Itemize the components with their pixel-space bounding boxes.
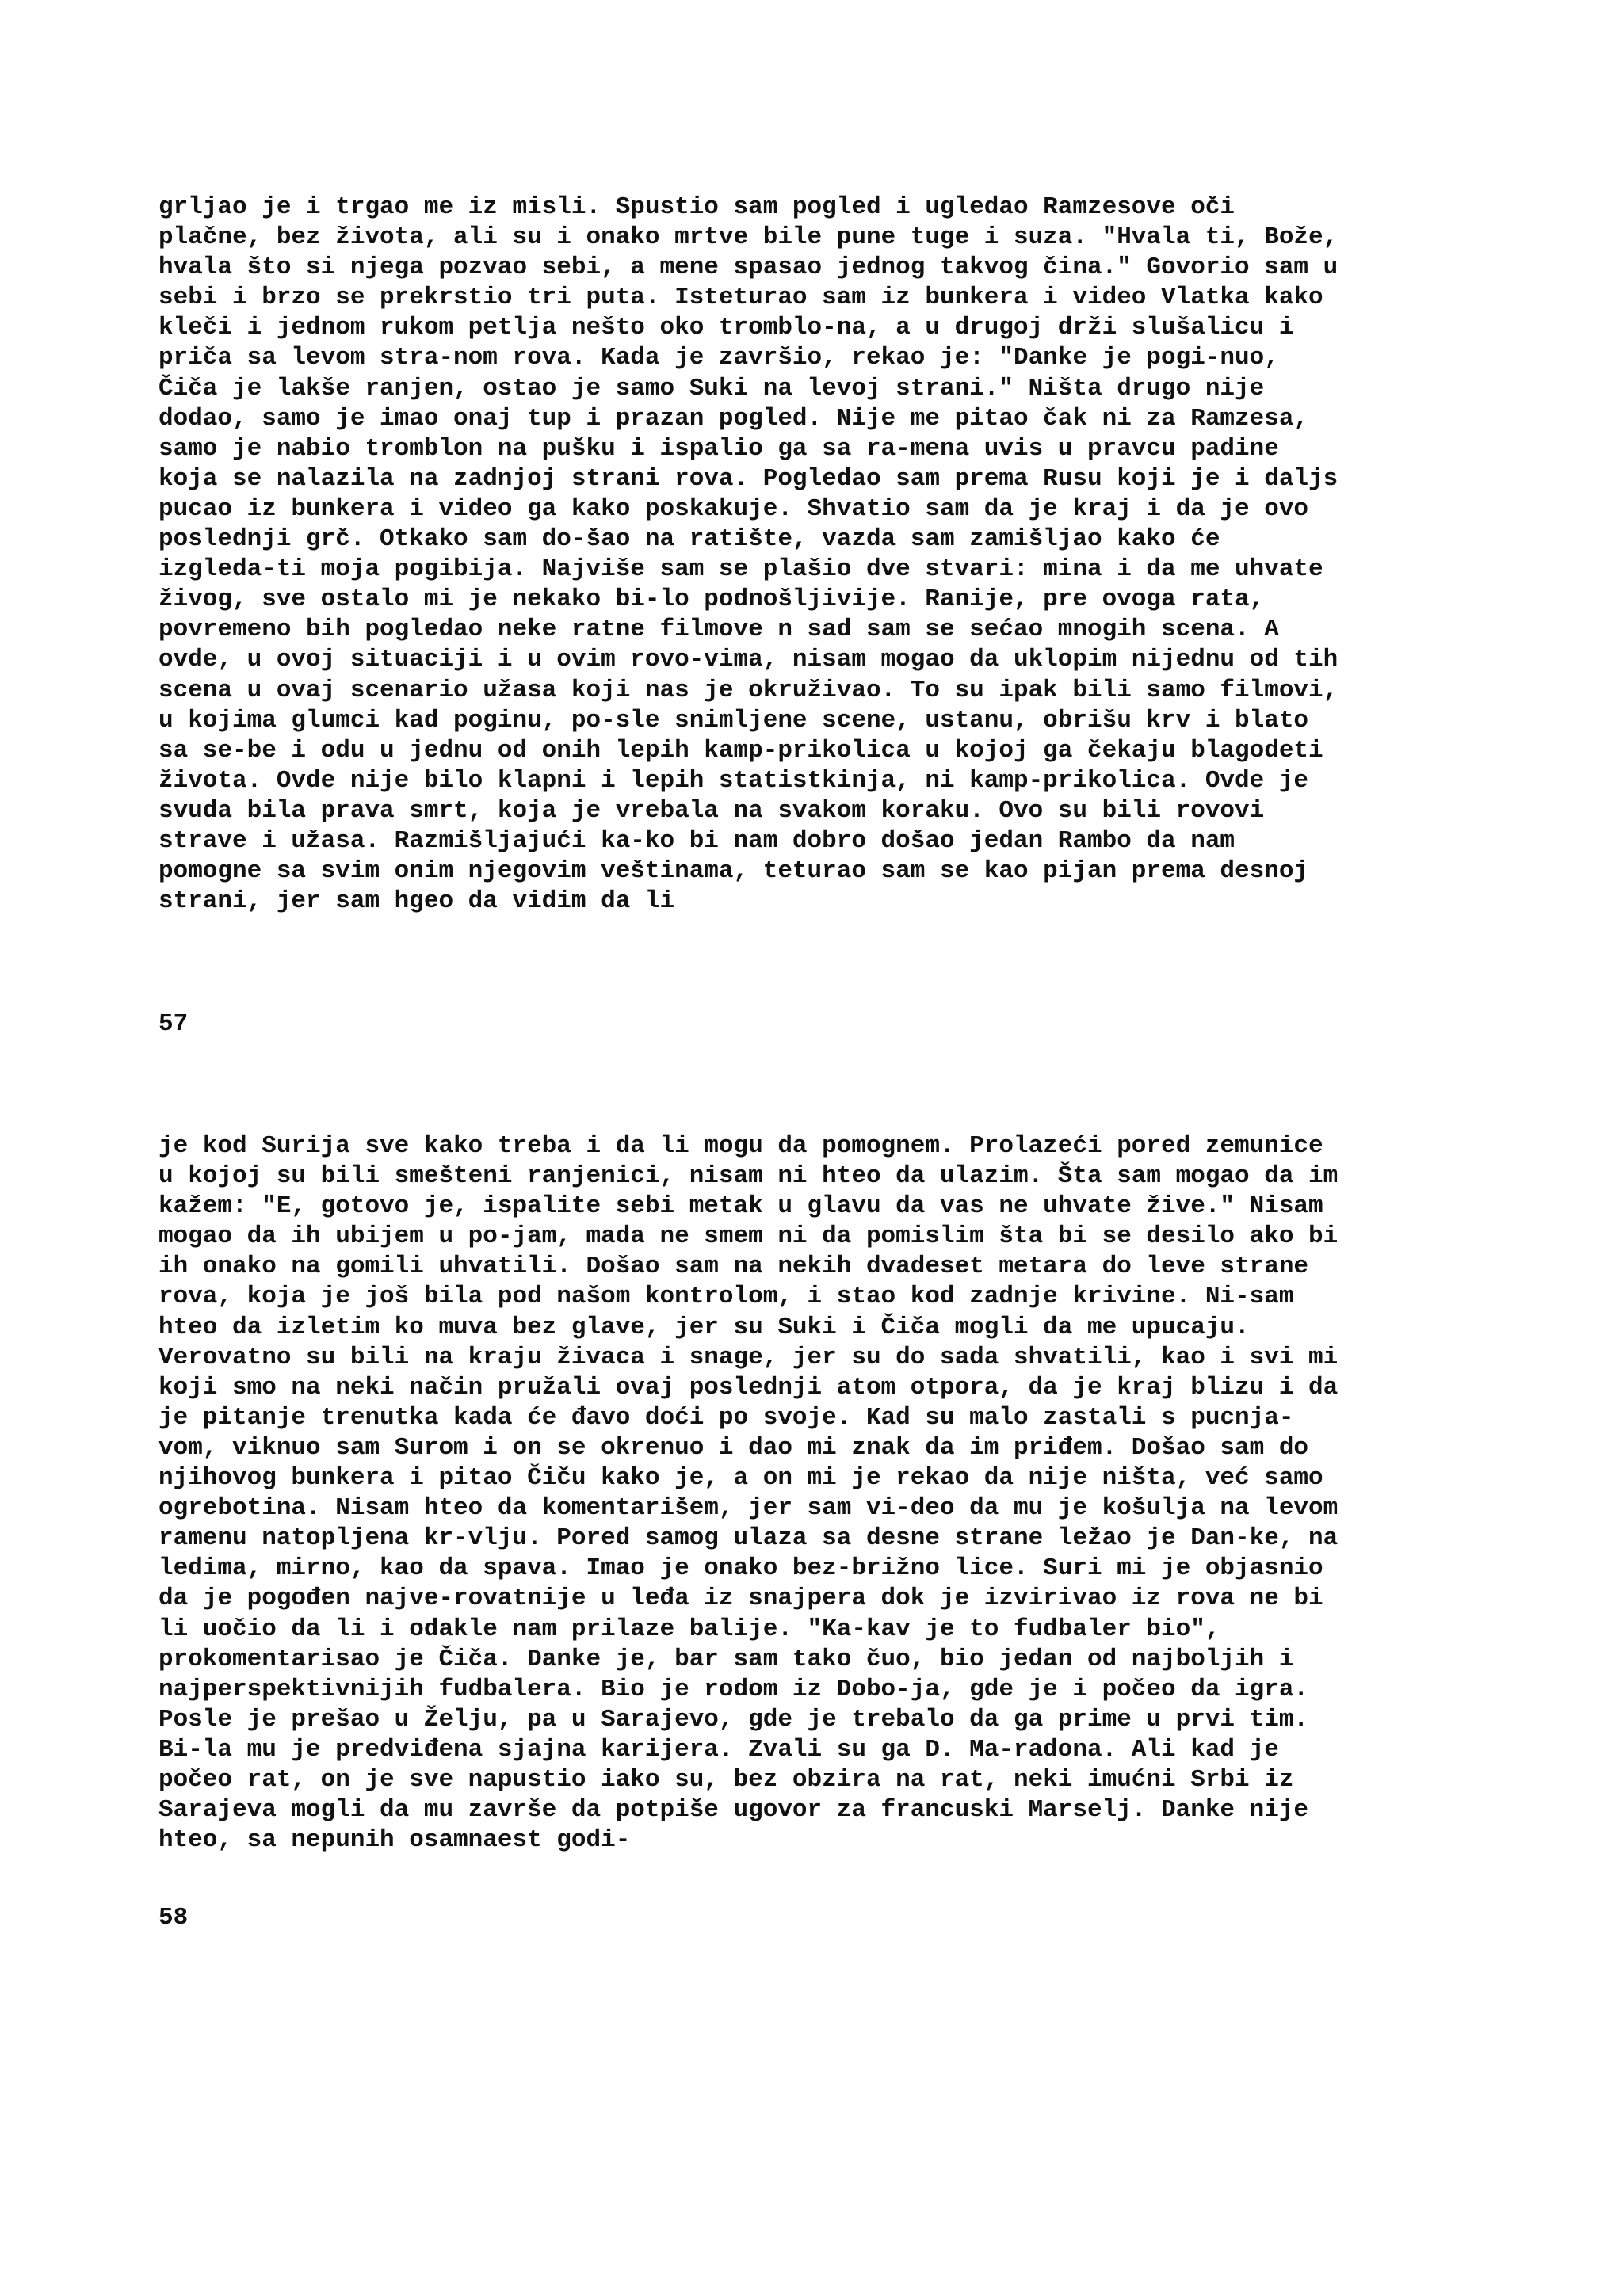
text-line: strani, jer sam hgeo da vidim da li [158,887,675,916]
text-line: koja se nalazila na zadnjoj strani rova. Pogledao sam prema Rusu koji je i daljs [158,464,1338,493]
text-line: počeo rat, on je sve napustio iako su, bez obzira na rat, neki imućni Srbi iz [158,1765,1294,1794]
text-line: Bi-la mu je predviđena sjajna karijera. Zvali su ga D. Ma-radona. Ali kad je [158,1735,1279,1764]
text-line: ledima, mirno, kao da spava. Imao je onako bez-brižno lice. Suri mi je objasnio [158,1554,1323,1583]
text-line: povremeno bih pogledao neke ratne filmove n sad sam se sećao mnogih scena. A [158,616,1279,644]
text-line: scena u ovaj scenario užasa koji nas je okruživao. To su ipak bili samo filmovi, [158,676,1338,704]
text-line: svuda bila prava smrt, koja je vrebala na svakom koraku. Ovo su bili rovovi [158,796,1265,825]
text-line: Posle je prešao u Želju, pa u Sarajevo, gde je trebalo da ga prime u prvi tim. [158,1705,1309,1733]
text-line: sa se-be i odu u jednu od onih lepih kamp-prikolica u kojoj ga čekaju blagodeti [158,736,1323,765]
text-line: ovde, u ovoj situaciji i u ovim rovo-vima, nisam mogao da uklopim nijednu od tih [158,646,1338,674]
text-line: da je pogođen najve-rovatnije u leđa iz snajpera dok je izvirivao iz rova ne bi [158,1585,1323,1613]
text-line: li uočio da li i odakle nam prilaze balije. "Ka-kav je to fudbaler bio", [158,1615,1220,1643]
text-line: hvala što si njega pozvao sebi, a mene spasao jednog takvog čina." Govorio sam u [158,254,1338,282]
text-line: plačne, bez života, ali su i onako mrtve bile pune tuge i suza. "Hvala ti, Bože, [158,223,1338,252]
text-line: rova, koja je još bila pod našom kontrolom, i stao kod zadnje krivine. Ni-sam [158,1283,1294,1311]
text-line: dodao, samo je imao onaj tup i prazan pogled. Nije me pitao čak ni za Ramzesa, [158,404,1309,433]
text-line: mogao da ih ubijem u po-jam, mada ne smem ni da pomislim šta bi se desilo ako bi [158,1222,1338,1251]
text-line: strave i užasa. Razmišljajući ka-ko bi nam dobro došao jedan Rambo da nam [158,826,1235,855]
text-line: života. Ovde nije bilo klapni i lepih statistkinja, ni kamp-prikolica. Ovde je [158,766,1309,795]
text-line: grljao je i trgao me iz misli. Spustio sam pogled i ugledao Ramzesove oči [158,193,1235,221]
text-line: priča sa levom stra-nom rova. Kada je završio, rekao je: "Danke je pogi-nuo, [158,344,1279,372]
text-line: ramenu natopljena kr-vlju. Pored samog ulaza sa desne strane ležao je Dan-ke, na [158,1524,1338,1553]
text-line: kažem: "E, gotovo je, ispalite sebi metak u glavu da vas ne uhvate žive." Nisam [158,1192,1323,1221]
text-line: Čiča je lakše ranjen, ostao je samo Suki na levoj strani." Ništa drugo nije [158,374,1265,402]
text-line: ih onako na gomili uhvatili. Došao sam na nekih dvadeset metara do leve strane [158,1253,1309,1281]
text-line: samo je nabio tromblon na pušku i ispalio ga sa ra-mena uvis u pravcu padine [158,434,1279,463]
page-number: 58 [158,1904,189,1932]
text-line: prokomentarisao je Čiča. Danke je, bar sam tako čuo, bio jedan od najboljih i [158,1645,1294,1673]
text-line: hteo, sa nepunih osamnaest godi- [158,1826,631,1855]
text-line: poslednji grč. Otkako sam do-šao na ratište, vazda sam zamišljao kako će [158,525,1220,554]
body-text-page-58 [158,1131,1506,1855]
text-line: u kojoj su bili smešteni ranjenici, nisam ni hteo da ulazim. Šta sam mogao da im [158,1162,1338,1191]
text-line: pomogne sa svim onim njegovim veštinama, teturao sam se kao pijan prema desnoj [158,857,1309,886]
text-line: je kod Surija sve kako treba i da li mogu da pomognem. Prolazeći pored zemunice [158,1132,1323,1160]
text-line: hteo da izletim ko muva bez glave, jer su Suki i Čiča mogli da me upucaju. [158,1313,1250,1341]
page-number: 57 [158,1010,189,1038]
text-line: koji smo na neki način pružali ovaj poslednji atom otpora, da je kraj blizu i da [158,1373,1338,1402]
text-line: Sarajeva mogli da mu završe da potpiše ugovor za francuski Marselj. Danke nije [158,1796,1309,1825]
text-line: u kojima glumci kad poginu, po-sle snimljene scene, ustanu, obrišu krv i blato [158,706,1309,734]
text-line: kleči i jednom rukom petlja nešto oko tromblo-na, a u drugoj drži slušalicu i [158,314,1294,342]
text-line: Verovatno su bili na kraju živaca i snage, jer su do sada shvatili, kao i svi mi [158,1343,1338,1371]
text-line: sebi i brzo se prekrstio tri puta. Isteturao sam iz bunkera i video Vlatka kako [158,284,1323,312]
text-line: vom, viknuo sam Surom i on se okrenuo i dao mi znak da im priđem. Došao sam do [158,1433,1309,1462]
body-text-page-57 [158,193,1506,917]
text-line: živog, sve ostalo mi je nekako bi-lo podnošljivije. Ranije, pre ovoga rata, [158,585,1265,614]
text-line: njihovog bunkera i pitao Čiču kako je, a on mi je rekao da nije ništa, već samo [158,1464,1323,1493]
text-line: je pitanje trenutka kada će đavo doći po svoje. Kad su malo zastali s pucnja- [158,1403,1294,1432]
text-line: ogrebotina. Nisam hteo da komentarišem, jer sam vi-deo da mu je košulja na levom [158,1494,1338,1523]
text-line: izgleda-ti moja pogibija. Najviše sam se plašio dve stvari: mina i da me uhvate [158,555,1323,584]
text-line: najperspektivnijih fudbalera. Bio je rodom iz Dobo-ja, gde je i počeo da igra. [158,1675,1309,1703]
text-line: pucao iz bunkera i video ga kako poskakuje. Shvatio sam da je kraj i da je ovo [158,494,1309,523]
